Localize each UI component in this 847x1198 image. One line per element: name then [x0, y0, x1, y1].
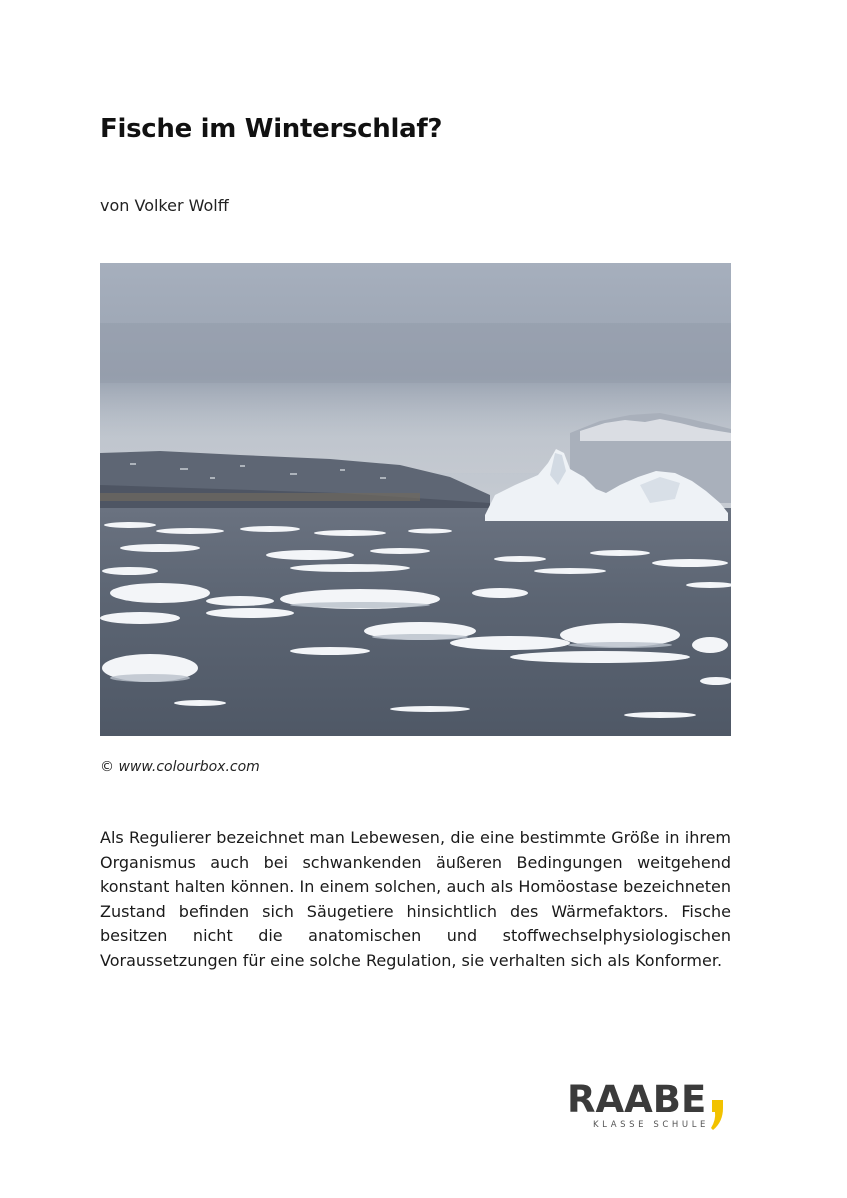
- image-credit: © www.colourbox.com: [100, 759, 260, 775]
- author-line: von Volker Wolff: [100, 196, 229, 215]
- body-paragraph: Als Regulierer bezeichnet man Lebewesen, die eine bestimmte Größe in ihrem Organismus auch bei schwankenden äußeren Bedingungen weitgehend konstant halten können. In einem solchen, auch als Homöostase bezeichneten Zustand befinden sich Säugetiere hinsichtlich des Wärmefaktors. Fische besitzen nicht die anatomischen und stoffwechselphysiologischen Voraussetzungen für eine solche Regulation, sie verhalten sich als Konformer.: [100, 828, 731, 970]
- logo-wordmark: RAABE: [567, 1078, 707, 1121]
- logo-tagline: KLASSE SCHULE: [593, 1120, 710, 1130]
- page-title: Fische im Winterschlaf?: [100, 114, 443, 144]
- raabe-logo: [567, 1080, 737, 1136]
- cover-photo: [100, 263, 731, 736]
- logo-comma-icon: [710, 1100, 724, 1130]
